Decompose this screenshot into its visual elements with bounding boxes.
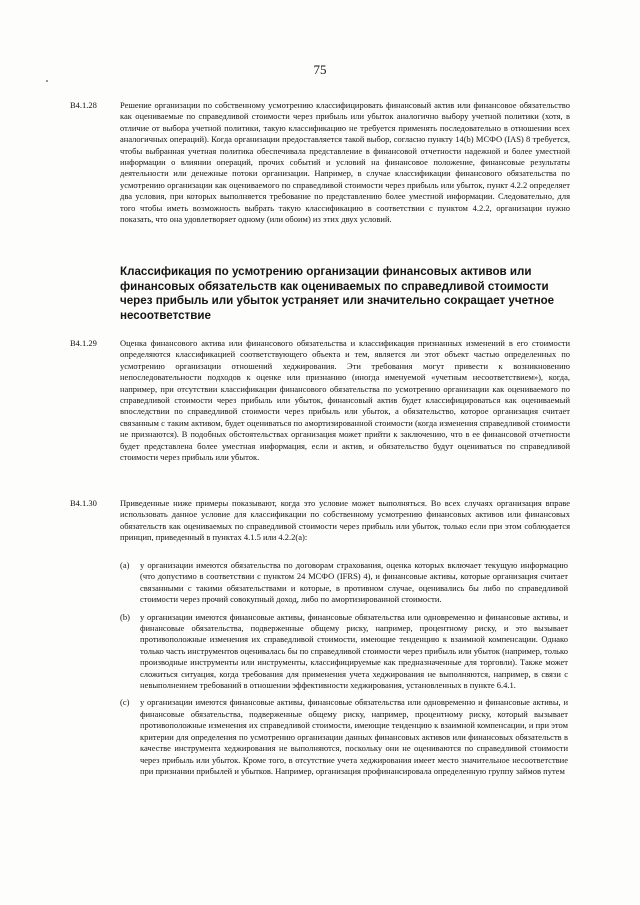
paragraph-text: Оценка финансового актива или финансового обязательства и классификация признанных изменений в его стоимости определяются классификацией соответствующего объекта и тем, является ли этот объект частью определенных по усмотрению организации отношений хеджирования. Эти требования могут привести к возникновению непоследовательности подходов к оценке или признанию (иногда именуемой «учетным несоответствием»), когда, например, при отсутствии классификации финансового обязательства по усмотрению организации как оцениваемого по справедливой стоимости через прибыль или убыток, финансовый актив будет классифицироваться как оцениваемый впоследствии по справедливой стоимости через прибыль или убыток, а обязательство, которое организация считает связанным с таким активом, будет оцениваться по амортизированной стоимости (когда изменения справедливой стоимости не признаются). В подобных обстоятельствах организация может прийти к заключению, что в ее финансовой отчетности будет представлена более уместная информация, если и актив, и обязательство будут оцениваться по справедливой стоимости через прибыль или убыток. xyxy=(120,338,570,463)
list-item-label: (b) xyxy=(120,611,130,622)
paragraph-b4-1-28 xyxy=(70,100,570,225)
page-number: 75 xyxy=(313,62,327,77)
paragraph-text: Приведенные ниже примеры показывают, когда это условие может выполняться. Во всех случаях организация вправе использовать данное условие для классификации по собственному усмотрению финансовых активов или финансовых обязательств как оцениваемых по справедливой стоимости через прибыль или убыток, только если при этом соблюдается принцип, приведенный в пунктах 4.1.5 или 4.2.2(a): xyxy=(120,498,570,543)
list-item xyxy=(120,612,568,692)
list-item xyxy=(120,697,568,777)
paragraph-number: B4.1.28 xyxy=(70,100,97,110)
list-item-text: у организации имеются финансовые активы, финансовые обязательства или одновременно и финансовые активы, и финансовые обязательства, подверженные общему риску, например, процентному риску, и это вызывает противоположные изменения их справедливой стоимости, имеющие тенденцию к взаимной компенсации. Однако только часть инструментов оценивалась бы по справедливой стоимости через прибыль или убыток (например, только производные инструменты или инструменты, классифицируемые как предназначенные для торговли). Также может сложиться ситуация, когда требования для применения учета хеджирования не выполняются, например, в связи с невыполнением требований в отношении эффективности хеджирования, установленных в пункте 6.4.1. xyxy=(140,611,568,691)
paragraph-text: Решение организации по собственному усмотрению классифицировать финансовый актив или финансовое обязательство как оцениваемые по справедливой стоимости через прибыль или убыток аналогично выбору учетной политики (хотя, в отличие от выбора учетной политики, такую классификацию не требуется применять последовательно в отношении всех аналогичных операций). Когда организации предоставляется такой выбор, согласно пункту 14(b) МСФО (IAS) 8 требуется, чтобы выбранная учетная политика обеспечивала представление в финансовой отчетности надежной и более уместной информации о влиянии операций, прочих событий и условий на финансовое положение, финансовые результаты деятельности или денежные потоки организации. Например, в случае классификации финансового обязательства по усмотрению организации как оцениваемого по справедливой стоимости через прибыль или убыток, пункт 4.2.2 определяет два условия, при которых выполняется требование по представлению более уместной информации. Следовательно, для того чтобы иметь возможность выбрать такую классификацию в соответствии с пунктом 4.2.2, организации нужно показать, что она удовлетворяет одному (или обоим) из этих двух условий. xyxy=(120,100,570,225)
list-item-label: (c) xyxy=(120,697,130,708)
section-heading: Классификация по усмотрению организации финансовых активов или финансовых обязательств как оцениваемых по справедливой стоимости через прибыль или убыток устраняет или значительно сокращает учетное несоответствие xyxy=(120,265,555,322)
example-list xyxy=(120,560,568,783)
paragraph-b4-1-29 xyxy=(70,338,570,463)
paragraph-number: B4.1.29 xyxy=(70,338,97,348)
paragraph-b4-1-30 xyxy=(70,498,570,544)
list-item-label: (a) xyxy=(120,560,130,570)
list-item-text: у организации имеются обязательства по договорам страхования, оценка которых включает текущую информацию (что допустимо в соответствии с пунктом 24 МСФО (IFRS) 4), и финансовые активы, которые организация считает связанными с такими обязательствами и которые, в противном случае, оценивались бы либо по справедливой стоимости через прочий совокупный доход, либо по амортизированной стоимости. xyxy=(140,560,568,605)
scan-speck xyxy=(46,80,48,82)
paragraph-number: B4.1.30 xyxy=(70,498,97,508)
list-item xyxy=(120,560,568,606)
list-item-text: у организации имеются финансовые активы, финансовые обязательства или одновременно и финансовые активы, и финансовые обязательства, подверженные общему риску, например, процентному риску, который вызывает противоположные изменения их справедливой стоимости, имеющие тенденцию к взаимной компенсации, и при этом критерии для определения по усмотрению организации данных финансовых активов или финансовых обязательств в качестве инструмента хеджирования не выполняются, поскольку они не оцениваются по справедливой стоимости через прибыль или убыток. Кроме того, в отсутствие учета хеджирования имеет место значительное несоответствие при признании прибылей и убытков. Например, организация профинансировала определенную группу займов путем xyxy=(140,697,568,776)
